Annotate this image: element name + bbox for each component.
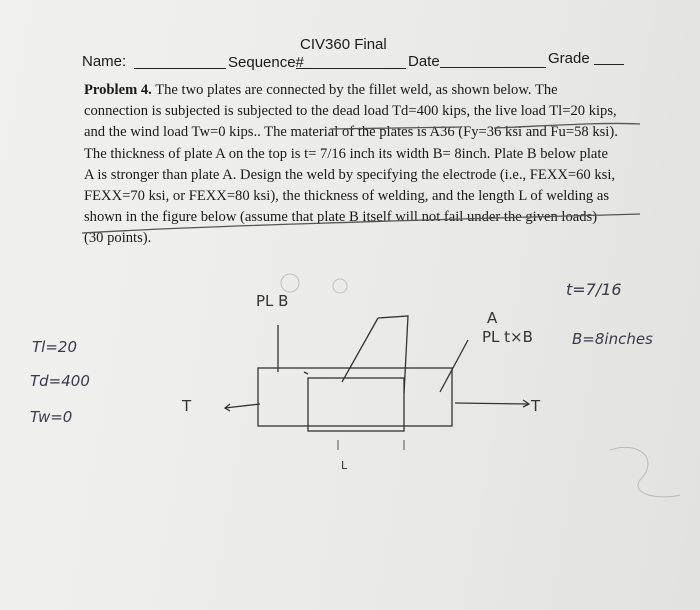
plate-a-label: PL t×B — [482, 328, 533, 346]
problem-line-7: shown in the figure below (assume that plate B itself will not fail under the given loads) — [84, 209, 598, 226]
underline-dead-live — [330, 127, 462, 129]
sequence-label: Sequence# — [228, 54, 304, 71]
load-label-left: T — [182, 397, 192, 415]
plate-a-letter: A — [487, 309, 498, 327]
load-label-right: T — [531, 397, 541, 415]
note-dead-load: Td=400 — [30, 372, 90, 390]
grade-label: Grade — [548, 50, 590, 67]
plate-a-outline — [308, 378, 404, 431]
problem-line-3: and the wind load Tw=0 kips.. The material of the plates is A36 (Fy=36 ksi and Fu=58 ksi). — [84, 124, 618, 141]
underline-live-load — [494, 123, 640, 128]
plate-b-label: PL B — [256, 292, 289, 310]
thickness-note: t=7/16 — [566, 280, 622, 299]
date-label: Date — [408, 53, 440, 70]
plate-b-outline — [258, 368, 452, 426]
length-label: L — [341, 459, 348, 472]
problem-line-2: connection is subjected is subjected to the dead load Td=400 kips, the live load Tl=20 kips, — [84, 103, 617, 120]
right-load-line — [455, 403, 528, 404]
problem-line-5: A is stronger than plate A. Design the weld by specifying the electrode (i.e., FEXX=60 ksi, — [84, 166, 616, 183]
problem-line-6: FEXX=70 ksi, or FEXX=80 ksi), the thickness of welding, and the length L of welding as — [84, 188, 610, 205]
problem-number: Problem 4. — [84, 82, 152, 98]
problem-line-4: The thickness of plate A on the top is t= 7/16 inch its width B= 8inch. Plate B below plate — [84, 145, 608, 162]
underline-assumption — [82, 214, 640, 233]
problem-line-1: Problem 4. The two plates are connected by the fillet weld, as shown below. The — [84, 82, 558, 98]
width-note: B=8inches — [572, 330, 653, 348]
problem-line-8: (30 points). — [84, 230, 152, 247]
course-title: CIV360 Final — [300, 36, 387, 53]
note-wind-load: Tw=0 — [30, 408, 73, 426]
note-live-load: Tl=20 — [32, 338, 77, 356]
name-label: Name: — [82, 53, 127, 70]
